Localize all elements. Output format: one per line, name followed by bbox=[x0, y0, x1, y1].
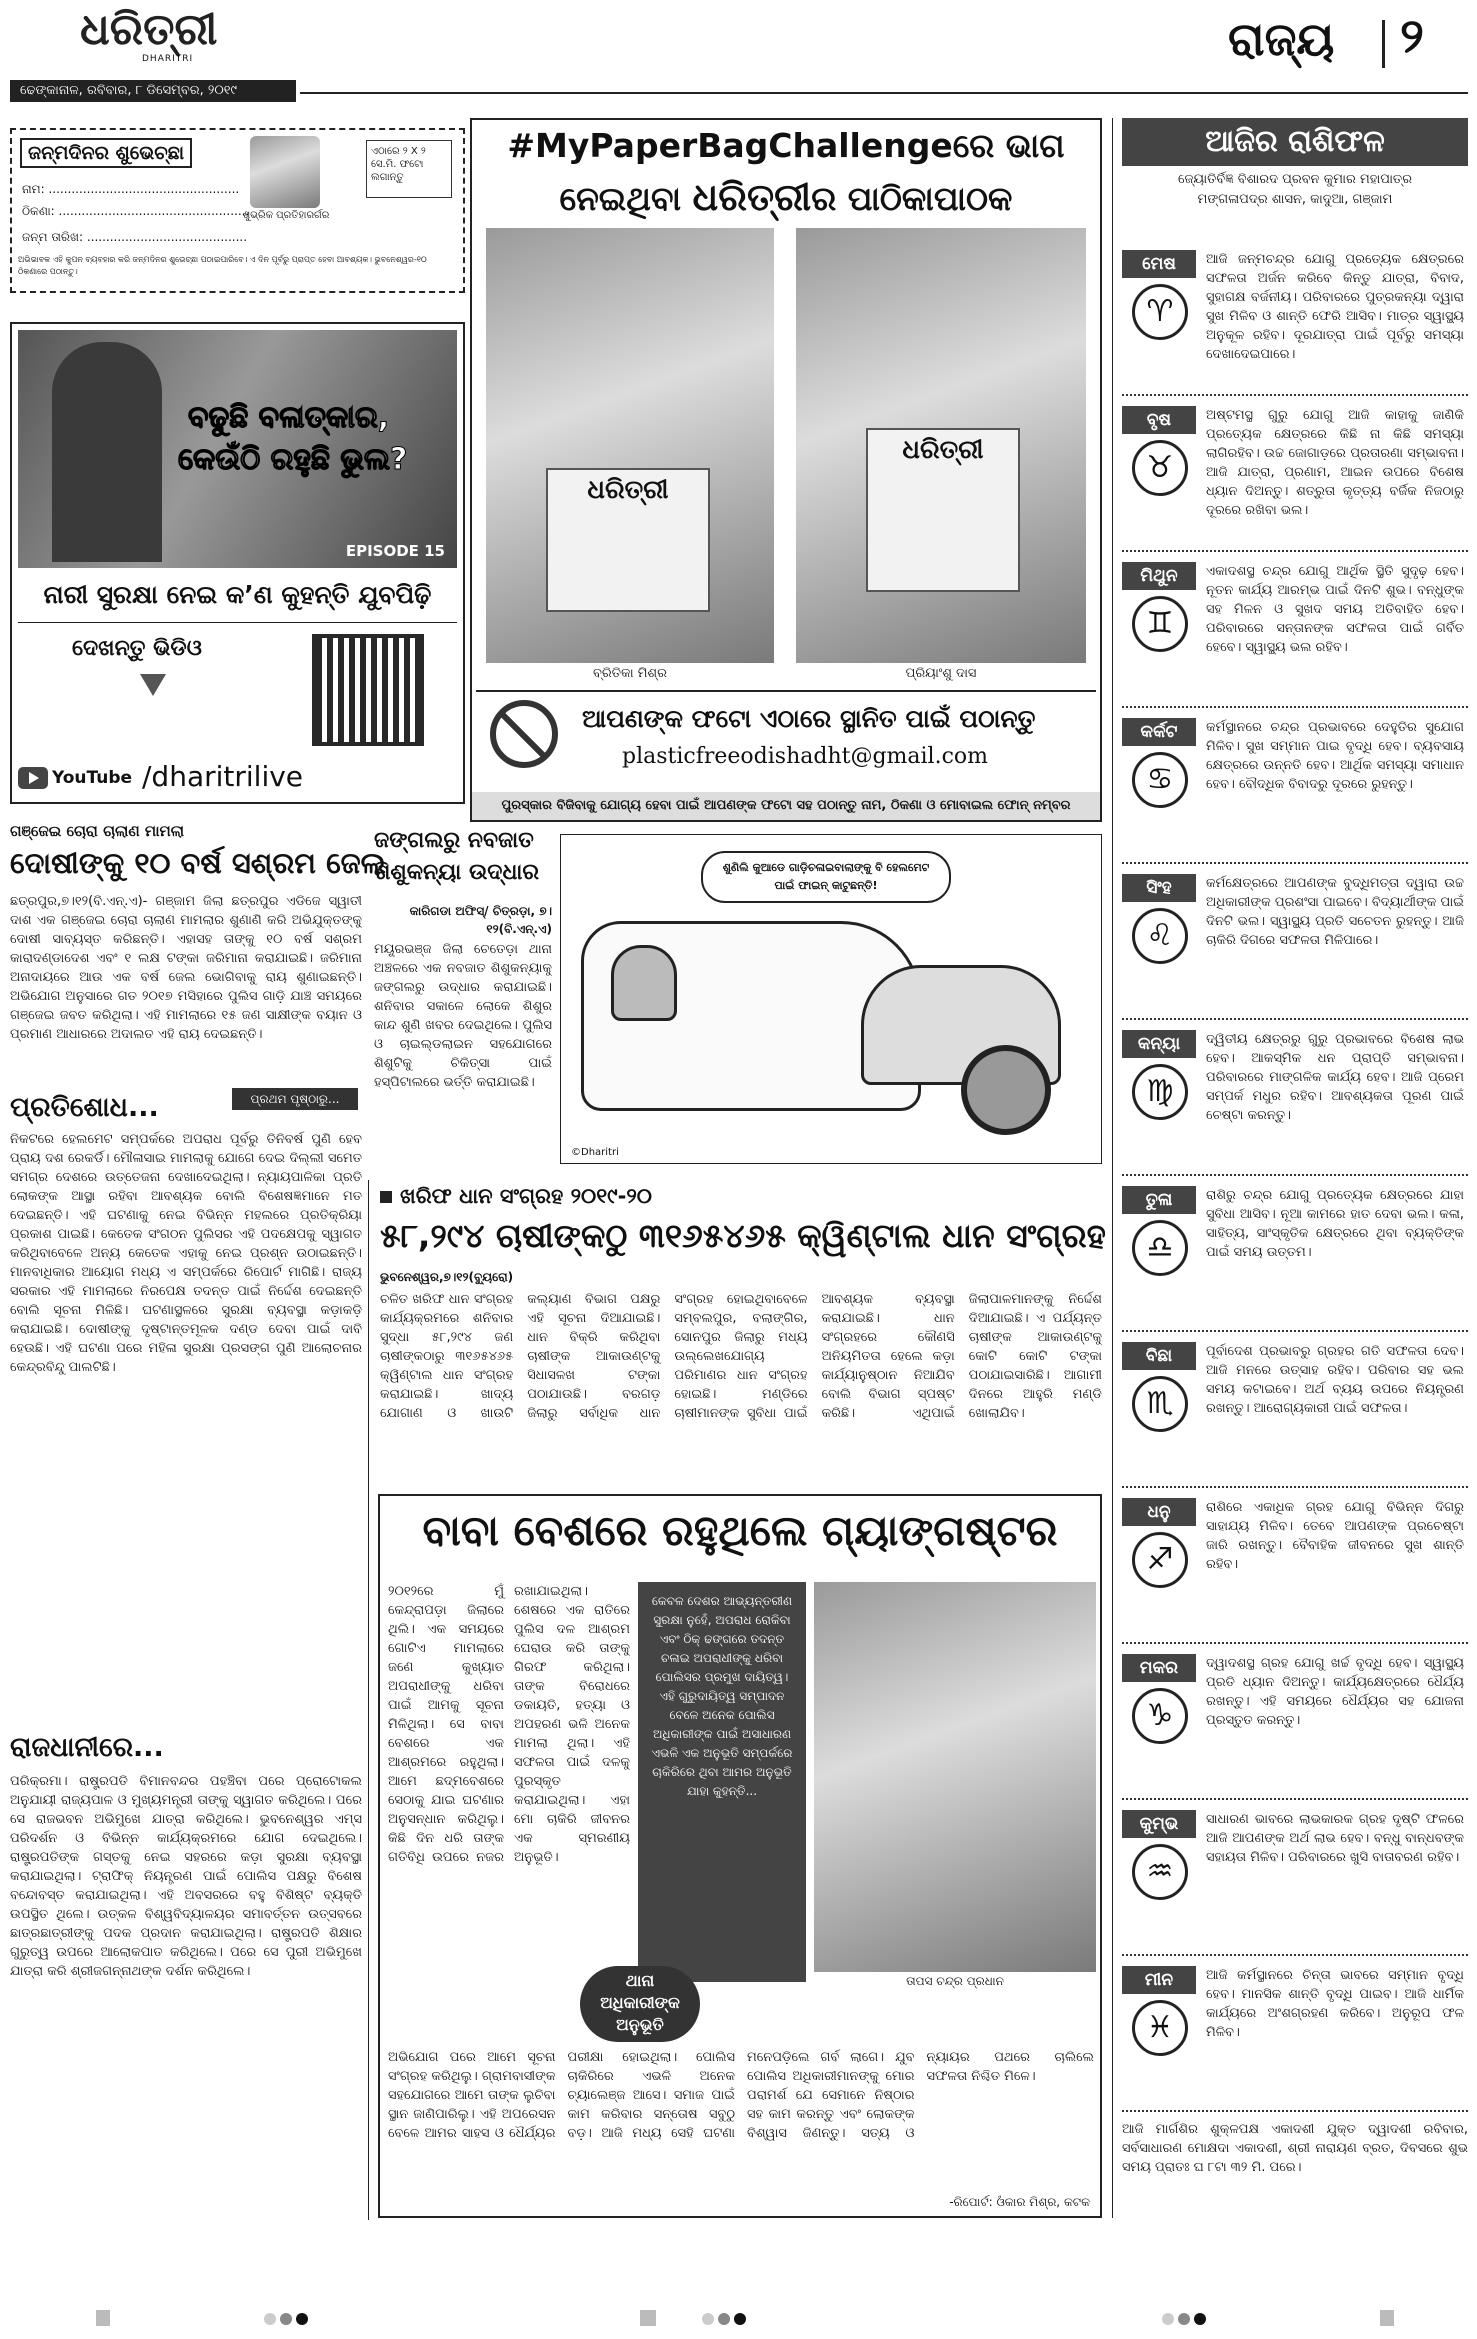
gangster-body-left: ୨୦୧୨ରେ ମୁଁ କେନ୍ଦ୍ରାପଡ଼ା ଜିଲାରେ ଥିଲି। ଏକ ସମୟରେ ଗୋଟିଏ ମାମଲାରେ ଜଣେ କୁଖ୍ୟାତ ଅପରାଧୀଙ୍କୁ ଧରିବା ପାଇଁ ଆମକୁ ସୂଚନା ମିଳିଥିଲା। ସେ ବାବା ବେଶରେ ଏକ ଆଶ୍ରମରେ ରହୁଥିଲା। ଆମେ ଛଦ୍ମବେଶରେ ସେଠାକୁ ଯାଇ ଘଟଣାର ଅନୁସନ୍ଧାନ କରିଥିଲୁ। କିଛି ଦିନ ଧରି ତାଙ୍କ ଗତିବିଧି ଉପରେ ନଜର ରଖାଯାଇଥିଲା। ଶେଷରେ ଏକ ରାତିରେ ପୁଲିସ ଦଳ ଆଶ୍ରମ ଘେରାଉ କରି ତାଙ୍କୁ ଗିରଫ କରିଥିଲା। ତାଙ୍କ ବିରୋଧରେ ଡକାୟତି, ହତ୍ୟା ଓ ଅପହରଣ ଭଳି ଅନେକ ମାମଲା ଥିଲା। ଏହି ସଫଳତା ପାଇଁ ଦଳକୁ ପୁରସ୍କୃତ କରାଯାଇଥିଲା। ଏହା ମୋ ଚାକିରି ଜୀବନର ଏକ ସ୍ମରଣୀୟ ଅନୁଭୂତି। bbox=[388, 1584, 630, 1865]
newspaper-logo: ଧରିତ୍ରୀ bbox=[80, 4, 218, 55]
sign-name: ବିଛା bbox=[1122, 1342, 1196, 1370]
horoscope-sign-row bbox=[1122, 246, 1468, 396]
badge-line-3: ଅନୁଭୂତି bbox=[616, 2015, 664, 2034]
rajdhani-body: ପରିକ୍ରମା। ରାଷ୍ଟ୍ରପତି ବିମାନବନ୍ଦର ପହଞ୍ଚିବା ପରେ ପ୍ରୋଟୋକଲ ଅନୁଯାୟୀ ରାଜ୍ୟପାଳ ଓ ମୁଖ୍ୟମନ୍ତ୍ରୀ ତାଙ୍କୁ ସ୍ୱାଗତ କରିଥିଲେ। ପରେ ସେ ରାଜଭବନ ଅଭିମୁଖେ ଯାତ୍ରା କରିଥିଲେ। ଭୁବନେଶ୍ୱର ଏମ୍ସ ପରିଦର୍ଶନ ଓ ବିଭିନ୍ନ କାର୍ଯ୍ୟକ୍ରମରେ ଯୋଗ ଦେଇଥିଲେ। ରାଷ୍ଟ୍ରପତିଙ୍କ ଗସ୍ତକୁ ନେଇ ସହରରେ କଡ଼ା ସୁରକ୍ଷା ବ୍ୟବସ୍ଥା କରାଯାଇଥିଲା। ଟ୍ରାଫିକ୍ ନିୟନ୍ତ୍ରଣ ପାଇଁ ପୋଲିସ ପକ୍ଷରୁ ବିଶେଷ ବନ୍ଦୋବସ୍ତ କରାଯାଇଥିଲା। ଏହି ଅବସରରେ ବହୁ ବିଶିଷ୍ଟ ବ୍ୟକ୍ତି ଉପସ୍ଥିତ ଥିଲେ। ଉତ୍କଳ ବିଶ୍ୱବିଦ୍ୟାଳୟର ସମାବର୍ତ୍ତନ ଉତ୍ସବରେ ଛାତ୍ରଛାତ୍ରୀଙ୍କୁ ପଦକ ପ୍ରଦାନ କରାଯାଇଥିଲା। ରାଷ୍ଟ୍ରପତି ଶିକ୍ଷାର ଗୁରୁତ୍ୱ ଉପରେ ଆଲୋକପାତ କରିଥିଲେ। ପରେ ସେ ପୁରୀ ଅଭିମୁଖେ ଯାତ୍ରା କରି ଶ୍ରୀଜଗନ୍ନାଥଙ୍କ ଦର୍ଶନ କରିଥିଲେ। bbox=[10, 1774, 362, 1979]
registration-mark-left bbox=[96, 2310, 110, 2326]
sign-text: ଅଷ୍ଟମସ୍ଥ ଗୁରୁ ଯୋଗୁ ଆଜି କାହାକୁ ଜାଣିକି ପ୍ରତ୍ୟେକ କ୍ଷେତ୍ରରେ କିଛି ନା କିଛି ସମସ୍ୟା ଲାଗିରହିବ। ଉଚ୍ଚ ଜୋଗାଡ଼ରେ ପ୍ରତାରଣା ସମ୍ଭାବନା। ଆଜି ଯାତ୍ରା, ପ୍ରଣାମ, ଆଇନ ଉପରେ ବିଶେଷ ଧ୍ୟାନ ଦିଅନ୍ତୁ। ଶତ୍ରୁତା କୃତ୍ତ୍ୟ ବର୍ଜିକ ନିଜଠାରୁ ଦୂରରେ ରଖିବା ଭଲ। bbox=[1206, 408, 1464, 518]
birthday-coupon bbox=[10, 128, 465, 293]
video-divider bbox=[18, 622, 457, 623]
almanac-text: ଆଜି ମାର୍ଗଶିର ଶୁକ୍ଳପକ୍ଷ ଏକାଦଶୀ ଯୁକ୍ତ ଦ୍ୱାଦଶୀ ରବିବାର, ସର୍ବସାଧାରଣ ମୋକ୍ଷଦା ଏକାଦଶୀ, ଶ୍ରୀ ନାରାୟଣ ବ୍ରତ, ଦିବସରେ ଶୁଭ ସମୟ ପ୍ରାତଃ ଘ ୮ଟା ୩୨ ମି. ପରେ। bbox=[1122, 2122, 1468, 2175]
kharif-headline: ୫୮,୨୯୪ ଚାଷୀଙ୍କଠୁ ୩୧୬୫୪୬୫ କ୍ୱିଣ୍ଟାଲ ଧାନ ସଂଗ୍ରହ bbox=[380, 1216, 1106, 1255]
kharif-body: ଚଳିତ ଖରିଫ ଧାନ ସଂଗ୍ରହ କାର୍ଯ୍ୟକ୍ରମରେ ଶନିବାର ସୁଦ୍ଧା ୫୮,୨୯୪ ଜଣ ଚାଷୀଙ୍କଠାରୁ ୩୧୬୫୪୬୫ କ୍ୱିଣ୍ଟାଲ ଧାନ ସଂଗ୍ରହ କରାଯାଇଛି। ଖାଦ୍ୟ ଯୋଗାଣ ଓ ଖାଉଟି କଲ୍ୟାଣ ବିଭାଗ ପକ୍ଷରୁ ଏହି ସୂଚନା ଦିଆଯାଇଛି। ଧାନ ବିକ୍ରି କରିଥିବା ଚାଷୀଙ୍କ ଆକାଉଣ୍ଟକୁ ସିଧାସଳଖ ଟଙ୍କା ପଠାଯାଉଛି। ବରଗଡ଼ ଜିଲାରୁ ସର୍ବାଧିକ ଧାନ ସଂଗ୍ରହ ହୋଇଥିବାବେଳେ ସମ୍ବଲପୁର, ବଲାଙ୍ଗିର, ସୋନପୁର ଜିଲାରୁ ମଧ୍ୟ ଉଲ୍ଲେଖଯୋଗ୍ୟ ପରିମାଣର ଧାନ ସଂଗ୍ରହ ହୋଇଛି। ମଣ୍ଡିରେ ଚାଷୀମାନଙ୍କ ସୁବିଧା ପାଇଁ ଆବଶ୍ୟକ ବ୍ୟବସ୍ଥା କରାଯାଇଛି। ଧାନ ସଂଗ୍ରହରେ କୌଣସି ଅନିୟମିତତା ହେଲେ କଡ଼ା କାର୍ଯ୍ୟାନୁଷ୍ଠାନ ନିଆଯିବ ବୋଲି ବିଭାଗ ସ୍ପଷ୍ଟ କରିଛି। ଏଥିପାଇଁ ଜିଲାପାଳମାନଙ୍କୁ ନିର୍ଦ୍ଦେଶ ଦିଆଯାଇଛି। ଏ ପର୍ଯ୍ୟନ୍ତ ଚାଷୀଙ୍କ ଆକାଉଣ୍ଟକୁ କୋଟି କୋଟି ଟଙ୍କା ପଠାଯାଇସାରିଛି। ଆଗାମୀ ଦିନରେ ଆହୁରି ମଣ୍ଡି ଖୋଲାଯିବ। bbox=[380, 1292, 1102, 1421]
infant-headline-1: ଜଙ୍ଗଲରୁ ନବଜାତ bbox=[374, 828, 534, 853]
girl-bag: ଧରିତ୍ରୀ bbox=[546, 468, 710, 612]
zodiac-icon: ♏ bbox=[1132, 1376, 1188, 1432]
sign-text: ଏକାଦଶସ୍ଥ ଚନ୍ଦ୍ର ଯୋଗୁ ଆର୍ଥିକ ସ୍ଥିତି ସୁଦୃଢ଼ ହେବ। ନୂତନ କାର୍ଯ୍ୟ ଆରମ୍ଭ ପାଇଁ ଦିନଟି ଶୁଭ। ବନ୍ଧୁଙ୍କ ସହ ମିଳନ ଓ ସୁଖଦ ସମୟ ଅତିବାହିତ ହେବ। ପରିବାରରେ ସନ୍ତାନଙ୍କ ସଫଳତା ପାଇଁ ଗର୍ବିତ ହେବେ। ସ୍ୱାସ୍ଥ୍ୟ ଭଲ ରହିବ। bbox=[1206, 564, 1464, 655]
sign-name: ମେଷ bbox=[1122, 250, 1196, 278]
section-title: ରାଜ୍ୟ bbox=[1228, 12, 1335, 66]
play-icon bbox=[18, 767, 48, 789]
challenge-email[interactable]: plasticfreeodishadht@gmail.com bbox=[622, 744, 989, 769]
paper-bag-challenge bbox=[470, 118, 1102, 822]
challenge-title-logo: ଧରିତ୍ରୀ bbox=[692, 174, 812, 219]
cartoon-credit: ©Dharitri bbox=[571, 1147, 619, 1158]
pratishodha-headline: ପ୍ରତିଶୋଧ... bbox=[10, 1092, 159, 1123]
horoscope-sign-row bbox=[1122, 1650, 1468, 1800]
zodiac-icon: ♍ bbox=[1132, 1064, 1188, 1120]
sign-text: ରାଶିରେ ଏକାଧିକ ଗ୍ରହ ଯୋଗୁ ବିଭିନ୍ନ ଦିଗରୁ ସାହାଯ୍ୟ ମିଳିବ। ତେବେ ଆପଣଙ୍କ ପ୍ରଚେଷ୍ଟା ଜାରି ରଖନ୍ତୁ। ବୈବାହିକ ଜୀବନରେ ସୁଖ ଶାନ୍ତି ରହିବ। bbox=[1206, 1500, 1464, 1572]
registration-dots-center bbox=[700, 2310, 748, 2329]
horoscope-sign-row bbox=[1122, 1182, 1468, 1332]
registration-dots-left bbox=[262, 2310, 310, 2329]
badge-line-2: ଅଧିକାରୀଙ୍କ bbox=[600, 1993, 680, 2012]
sign-text: ଦ୍ୱାଦଶସ୍ଥ ଗ୍ରହ ଯୋଗୁ ଖର୍ଚ୍ଚ ବୃଦ୍ଧି ହେବ। ସ୍ୱାସ୍ଥ୍ୟ ପ୍ରତି ଧ୍ୟାନ ଦିଅନ୍ତୁ। କାର୍ଯ୍ୟକ୍ଷେତ୍ରରେ ଧୈର୍ଯ୍ୟ ରଖନ୍ତୁ। ଏହି ସମୟରେ ଧୈର୍ଯ୍ୟର ସହ ଯୋଜନା ପ୍ରସ୍ତୁତ କରନ୍ତୁ। bbox=[1206, 1656, 1464, 1728]
dateline-bar: ଢେଙ୍କାନାଳ, ରବିବାର, ୮ ଡିସେମ୍ବର, ୨୦୧୯ bbox=[10, 80, 296, 102]
horoscope-sign-row bbox=[1122, 1806, 1468, 1956]
boy-photo bbox=[796, 228, 1086, 663]
horoscope-sign-row bbox=[1122, 714, 1468, 864]
horoscope-sign-row bbox=[1122, 402, 1468, 552]
gangster-byline: -ରିପୋର୍ଟ: ଓଁକାର ମିଶ୍ର, କଟକ bbox=[949, 2195, 1090, 2209]
no-plastic-icon bbox=[490, 700, 558, 768]
photo-slot: ଏଠାରେ ୨ X ୨ ସେ.ମି. ଫଟୋ ଲଗାନ୍ତୁ bbox=[366, 140, 452, 198]
registration-dots-right bbox=[1160, 2310, 1208, 2329]
zodiac-icon: ♓ bbox=[1132, 2000, 1188, 2056]
zodiac-icon: ♉ bbox=[1132, 440, 1188, 496]
rajdhani-headline: ରାଜଧାନୀରେ... bbox=[10, 1732, 164, 1763]
horoscope-sign-row bbox=[1122, 558, 1468, 708]
baby-photo-caption: ଶୁଭ୍ରିକ ପ୍ରତିହାରର୍ଗର bbox=[242, 210, 330, 221]
horoscope-author-2: ମଙ୍ଗଳାପଦ୍ର ଶାସନ, କାଦୁଆ, ଗଞ୍ଜାମ bbox=[1197, 192, 1393, 207]
horoscope-author-1: ଜ୍ୟୋତିର୍ବିଜ୍ଞ ବିଶାରଦ ପ୍ରବନ କୁମାର ମହାପାତ୍ର bbox=[1177, 172, 1413, 187]
girl-photo bbox=[486, 228, 774, 663]
zodiac-icon: ♑ bbox=[1132, 1688, 1188, 1744]
gangster-quote-box: କେବଳ ଦେଶର ଆଭ୍ୟନ୍ତରୀଣ ସୁରକ୍ଷା ନୁହେଁ, ଅପରାଧ ରୋକିବା ଏବଂ ଠିକ୍ ଢଙ୍ଗରେ ତଦନ୍ତ ଚଳାଇ ଅପରାଧୀଙ୍କୁ ଧରିବା ପୋଲିସର ପ୍ରମୁଖ ଦାୟିତ୍ୱ। ଏହି ଗୁରୁଦାୟିତ୍ୱ ସମ୍ପାଦନ ବେଳେ ଅନେକ ପୋଲିସ ଅଧିକାରୀଙ୍କ ପାଇଁ ଅସାଧାରଣ ଏଭଳି ଏକ ଅନୁଭୂତି ସମ୍ପର୍କରେ ଚାକିରିରେ ଥିବା ଆମର ଅନୁଭୂତି ଯାହା କୁହନ୍ତି... bbox=[638, 1582, 806, 1982]
challenge-title-2 bbox=[472, 174, 1100, 220]
gangster-headline: ବାବା ବେଶରେ ରହୁଥିଲେ ଗ୍ୟାଙ୍ଗଷ୍ଟର bbox=[422, 1506, 1058, 1555]
boy-caption: ପ୍ରିୟାଂଶୁ ଦାସ bbox=[905, 666, 977, 681]
video-title-1: ବଢୁଛି ବଳାତ୍କାର, bbox=[188, 400, 390, 435]
horoscope-sign-row bbox=[1122, 1338, 1468, 1488]
zodiac-icon: ♊ bbox=[1132, 596, 1188, 652]
video-ad bbox=[10, 322, 465, 804]
reporter-photo bbox=[52, 342, 162, 562]
sign-text: ପୂର୍ବାଦେଶ ପ୍ରଭାବରୁ ଗ୍ରହର ଗତି ସଫଳତା ଦେବ। ଆଜି ମନରେ ଉତ୍ସାହ ରହିବ। ପରିବାର ସହ ଭଲ ସମୟ କଟାଇବେ। ଅର୍ଥ ବ୍ୟୟ ଉପରେ ନିୟନ୍ତ୍ରଣ ରଖନ୍ତୁ। ଆରୋଗ୍ୟକାରୀ ପାଇଁ ସଫଳତା। bbox=[1206, 1344, 1464, 1416]
continued-from-front-tag: ପ୍ରଥମ ପୃଷ୍ଠାରୁ... bbox=[232, 1088, 358, 1110]
youtube-label: YouTube bbox=[52, 768, 133, 788]
arrow-down-icon bbox=[140, 674, 166, 696]
sign-name: ସିଂହ bbox=[1122, 874, 1196, 902]
sign-name: କନ୍ୟା bbox=[1122, 1030, 1196, 1058]
badge-line-1: ଥାନା bbox=[625, 1971, 655, 1990]
sign-text: ଆଜି କର୍ମସ୍ଥାନରେ ଚିନ୍ତା ଭାବରେ ସମ୍ମାନ ବୃଦ୍ଧି ହେବ। ମାନସିକ ଶାନ୍ତି ବୃଦ୍ଧି ପାଇବ। ଆଜି ଧାର୍ମିକ କାର୍ଯ୍ୟରେ ଅଂଶଗ୍ରହଣ କରିବେ। ଅନୁରୂପ ଫଳ ମିଳିବ। bbox=[1206, 1968, 1464, 2040]
sign-text: ରାଶିରୁ ଚନ୍ଦ୍ର ଯୋଗୁ ପ୍ରତ୍ୟେକ କ୍ଷେତ୍ରରେ ଯାହା ସୁବିଧା ଆସିବ। ନୂଆ କାମରେ ହାତ ଦେବା ଭଲ। କଳା, ସାହିତ୍ୟ, ସାଂସ୍କୃତିକ କ୍ଷେତ୍ରରେ ଥିବା ବ୍ୟକ୍ତିଙ୍କ ପାଇଁ ସମୟ ଉତ୍ତମ। bbox=[1206, 1188, 1464, 1260]
challenge-footer: ପୁରସ୍କାର ବିଜିବାକୁ ଯୋଗ୍ୟ ହେବା ପାଇଁ ଆପଣଙ୍କ ଫଟୋ ସହ ପଠାନ୍ତୁ ନାମ, ଠିକଣା ଓ ମୋବାଇଲ ଫୋନ୍ ନମ୍ବର bbox=[472, 792, 1100, 820]
birthday-dob-field[interactable]: ଜନ୍ମ ତାରିଖ: .......................................... bbox=[22, 230, 248, 244]
registration-mark-center bbox=[640, 2310, 656, 2326]
kharif-dateline: ଭୁବନେଶ୍ୱର,୭।୧୨(ବ୍ୟୁରୋ) bbox=[380, 1270, 514, 1284]
sign-text: କର୍ମକ୍ଷେତ୍ରରେ ଆପଣଙ୍କ ବୁଦ୍ଧିମତ୍ତା ଦ୍ୱାରା ଉଚ୍ଚ ଅଧିକାରୀଙ୍କ ପ୍ରଶଂସା ପାଇବେ। ବିଦ୍ୟାର୍ଥୀଙ୍କ ପାଇଁ ଦିନଟି ଭଲ। ସ୍ୱାସ୍ଥ୍ୟ ପ୍ରତି ସଚେତନ ରୁହନ୍ତୁ। ଆଜି ଚାକିରି ଦିଗରେ ସଫଳତା ମିଳିପାରେ। bbox=[1206, 876, 1464, 948]
ganjam-headline: ଦୋଷୀଙ୍କୁ ୧୦ ବର୍ଷ ସଶ୍ରମ ଜେଲ bbox=[10, 846, 386, 880]
sign-name: ବୃଷ bbox=[1122, 406, 1196, 434]
footer-bar bbox=[0, 2300, 1477, 2339]
column-divider-right bbox=[1112, 118, 1113, 2218]
cartoon-driver bbox=[611, 945, 677, 1021]
zodiac-icon: ♋ bbox=[1132, 752, 1188, 808]
section-divider bbox=[1382, 20, 1385, 68]
girl-caption: ବ୍ରିତିକା ମିଶ୍ର bbox=[593, 666, 667, 681]
challenge-title-pre: ନେଇଥିବା bbox=[559, 179, 681, 218]
horoscope-sign-row bbox=[1122, 1494, 1468, 1644]
zodiac-icon: ♐ bbox=[1132, 1532, 1188, 1588]
youtube-logo[interactable] bbox=[18, 764, 132, 792]
birthday-title: ଜନ୍ମଦିନର ଶୁଭେଚ୍ଛା bbox=[20, 138, 192, 168]
column-divider-left bbox=[368, 1180, 369, 2220]
masthead-rule bbox=[300, 92, 1468, 94]
newspaper-logo-sub: DHARITRI bbox=[142, 54, 194, 64]
sign-name: ତୁଳା bbox=[1122, 1186, 1196, 1214]
sign-text: କର୍ମସ୍ଥାନରେ ଚନ୍ଦ୍ର ପ୍ରଭାବରେ ଦେହୁତିର ସୁଯୋଗ ମିଳିବ। ସୁଖ ସମ୍ମାନ ପାଇ ବୃଦ୍ଧି ହେବ। ବ୍ୟବସାୟ କ୍ଷେତ୍ରରେ ଉନ୍ନତି ହେବ। ଆର୍ଥିକ ସମସ୍ୟା ସମାଧାନ ହେବ। ବୌଦ୍ଧିକ ବିବାଦରୁ ଦୂରରେ ରୁହନ୍ତୁ। bbox=[1206, 720, 1464, 792]
zodiac-icon: ♌ bbox=[1132, 908, 1188, 964]
birthday-name-field[interactable]: ନାମ: .................................................. bbox=[22, 182, 240, 196]
youtube-channel[interactable]: /dharitrilive bbox=[142, 760, 304, 793]
gangster-body-bottom: ଅଭିଯୋଗ ପରେ ଆମେ ସୂଚନା ସଂଗ୍ରହ କରିଥିଲୁ। ଗ୍ରାମବାସୀଙ୍କ ସହଯୋଗରେ ଆମେ ତାଙ୍କ ଲୁଚିବା ସ୍ଥାନ ଜାଣିପାରିଲୁ। ଏହି ଅପରେସନ ବେଳେ ଆମର ସାହସ ଓ ଧୈର୍ଯ୍ୟର ପରୀକ୍ଷା ହୋଇଥିଲା। ପୋଲିସ ଚାକିରିରେ ଏଭଳି ଅନେକ ଚ୍ୟାଲେଞ୍ଜ ଆସେ। ସମାଜ ପାଇଁ କାମ କରିବାର ସନ୍ତୋଷ ସବୁଠୁ ବଡ଼। ଆଜି ମଧ୍ୟ ସେହି ଘଟଣା ମନେପଡ଼ିଲେ ଗର୍ବ ଲାଗେ। ଯୁବ ପୋଲିସ ଅଧିକାରୀମାନଙ୍କୁ ମୋର ପରାମର୍ଶ ଯେ ସେମାନେ ନିଷ୍ଠାର ସହ କାମ କରନ୍ତୁ ଏବଂ ଲୋକଙ୍କ ବିଶ୍ୱାସ ଜିଣନ୍ତୁ। ସତ୍ୟ ଓ ନ୍ୟାୟର ପଥରେ ଚାଲିଲେ ସଫଳତା ନିଶ୍ଚିତ ମିଳେ। bbox=[388, 2050, 1094, 2141]
page-number: ୨ bbox=[1400, 8, 1424, 64]
video-thumbnail[interactable] bbox=[18, 330, 457, 568]
sign-text: ଆଜି ଜନ୍ମଚନ୍ଦ୍ର ଯୋଗୁ ପ୍ରତ୍ୟେକ କ୍ଷେତ୍ରରେ ସଫଳତା ଅର୍ଜନ କରିବେ କିନ୍ତୁ ଯାତ୍ରା, ବିବାଦ, ସୁହାଗକ୍ଷ ବର୍ଜନୀୟ। ପରିବାରରେ ପୁତ୍ରକନ୍ୟା ଦ୍ୱାରା ସୁଖ ମିଳିବ ଓ ଶାନ୍ତି ଫେରି ଆସିବ। ମାତ୍ର ସ୍ୱାସ୍ଥ୍ୟ ଅନୁକୂଳ ରହିବ। ଦୂରଯାତ୍ରା ପାଇଁ ପୂର୍ବରୁ ସମସ୍ୟା ଦେଖାଦେଇପାରେ। bbox=[1206, 252, 1464, 362]
challenge-divider bbox=[476, 690, 1096, 692]
zodiac-icon: ♈ bbox=[1132, 284, 1188, 340]
masthead bbox=[0, 0, 1477, 98]
ganjam-kicker: ଗଞ୍ଜେଇ ଚୋରା ଚାଲାଣ ମାମଲା bbox=[10, 822, 185, 840]
cartoon-speech-bubble: ଶୁଣିଲି କୁଆଡେ ଗାଡ଼ିଚଳାଇବାଲାଙ୍କୁ ବି ହେଲମେଟ ପାଇଁ ଫାଇନ୍ କାଟୁଛନ୍ତି! bbox=[701, 851, 951, 903]
sign-name: ମିଥୁନ bbox=[1122, 562, 1196, 590]
watch-video-label[interactable]: ଦେଖନ୍ତୁ ଭିଡିଓ bbox=[72, 636, 202, 661]
baby-photo bbox=[250, 136, 320, 208]
challenge-title-1: #MyPaperBagChallengeରେ ଭାଗ bbox=[507, 126, 1065, 165]
horoscope-sign-row bbox=[1122, 1026, 1468, 1176]
cartoon-wheel bbox=[961, 1045, 1051, 1135]
zodiac-icon: ♎ bbox=[1132, 1220, 1188, 1276]
sign-name: ମୀନ bbox=[1122, 1966, 1196, 1994]
sign-name: କୁମ୍ଭ bbox=[1122, 1810, 1196, 1838]
officer-experience-badge bbox=[580, 1966, 700, 2042]
sign-name: ଧନୁ bbox=[1122, 1498, 1196, 1526]
square-bullet-icon bbox=[380, 1191, 392, 1203]
registration-mark-right bbox=[1380, 2310, 1394, 2326]
birthday-address-field[interactable]: ଠିକଣା: .................................................. bbox=[22, 204, 250, 218]
kharif-kicker-text: ଖରିଫ ଧାନ ସଂଗ୍ରହ ୨୦୧୯-୨୦ bbox=[400, 1184, 652, 1208]
boy-bag: ଧରିତ୍ରୀ bbox=[866, 428, 1020, 592]
ganjam-body: ଛତ୍ରପୁର,୭।୧୨(ବି.ଏନ୍.ଏ)- ଗଞ୍ଜାମ ଜିଲା ଛତ୍ରପୁର ଏଡିଜେ ସ୍ୱାତୀ ଦାଶ ଏକ ଗଞ୍ଜେଇ ଚୋରା ଚାଲାଣ ମାମଲାର ଶୁଣାଣି କରି ଅଭିଯୁକ୍ତଙ୍କୁ ଦୋଷୀ ସାବ୍ୟସ୍ତ କରିଛନ୍ତି। ଏହାସହ ତାଙ୍କୁ ୧୦ ବର୍ଷ ସଶ୍ରମ କାରାଦଣ୍ଡାଦେଶ ଏବଂ ୧ ଲକ୍ଷ ଟଙ୍କା ଜରିମାନା କରାଯାଇଛି। ଜରିମାନା ଅନାଦାୟରେ ଆଉ ଏକ ବର୍ଷ ଜେଲ ଭୋଗିବାକୁ ରାୟ ଶୁଣାଇଛନ୍ତି। ଅଭିଯୋଗ ଅନୁସାରେ ଗତ ୨୦୧୭ ମସିହାରେ ପୁଲିସ ଗାଡ଼ି ଯାଞ୍ଚ ସମୟରେ ଗଞ୍ଜେଇ ଜବତ କରିଥିଲା। ଏହି ମାମଲାରେ ୧୫ ଜଣ ସାକ୍ଷୀଙ୍କ ବୟାନ ଓ ପ୍ରମାଣ ଆଧାରରେ ଅଦାଲତ ଏହି ରାୟ ଦେଇଛନ୍ତି। bbox=[10, 894, 362, 1042]
cartoon-panel bbox=[560, 834, 1102, 1164]
qr-code[interactable] bbox=[312, 634, 424, 746]
horoscope-sign-row bbox=[1122, 870, 1468, 1020]
video-subtitle: ନାରୀ ସୁରକ୍ଷା ନେଇ କ’ଣ କୁହନ୍ତି ଯୁବପିଢ଼ି bbox=[43, 580, 432, 609]
infant-body: ମୟୂରଭଞ୍ଜ ଜିଲା ଚେତେଡ଼ା ଥାନା ଅଞ୍ଚଳରେ ଏକ ନବଜାତ ଶିଶୁକନ୍ୟାକୁ ଜଙ୍ଗଲରୁ ଉଦ୍ଧାର କରାଯାଇଛି। ଶନିବାର ସକାଳେ ଲୋକେ ଶିଶୁର କାନ୍ଦ ଶୁଣି ଖବର ଦେଇଥିଲେ। ପୁଲିସ ଓ ଚାଇଲ୍ଡଲାଇନ ସହଯୋଗରେ ଶିଶୁଟିକୁ ଚିକିତ୍ସା ପାଇଁ ହସ୍ପିଟାଲରେ ଭର୍ତ୍ତି କରାଯାଇଛି। bbox=[374, 942, 552, 1090]
challenge-title-post: ର ପାଠିକାପାଠକ bbox=[811, 179, 1013, 218]
horoscope-title: ଆଜିର ରାଶିଫଳ bbox=[1122, 118, 1468, 166]
officer-caption: ତାପସ ଚନ୍ଦ୍ର ପ୍ରଧାନ bbox=[906, 1974, 1004, 1988]
episode-label: EPISODE 15 bbox=[345, 542, 445, 560]
horoscope-sign-row bbox=[1122, 1962, 1468, 2112]
sign-name: ମକର bbox=[1122, 1654, 1196, 1682]
sign-text: ସାଧାରଣ ଭାବରେ ଲାଭକାରକ ଗ୍ରହ ଦୃଷ୍ଟି ଫଳରେ ଆଜି ଆପଣଙ୍କ ଅର୍ଥ ଲାଭ ହେବ। ବନ୍ଧୁ ବାନ୍ଧବଙ୍କ ସହାୟତା ମିଳିବ। ପରିବାରରେ ଖୁସି ବାତାବରଣ ରହିବ। bbox=[1206, 1812, 1464, 1865]
sign-name: କର୍କଟ bbox=[1122, 718, 1196, 746]
gangster-story bbox=[378, 1494, 1102, 2218]
officer-portrait bbox=[814, 1582, 1096, 1972]
infant-headline-2: ଶିଶୁକନ୍ୟା ଉଦ୍ଧାର bbox=[374, 860, 540, 885]
zodiac-icon: ♒ bbox=[1132, 1844, 1188, 1900]
kharif-kicker bbox=[380, 1184, 652, 1209]
send-photo-text: ଆପଣଙ୍କ ଫଟୋ ଏଠାରେ ସ୍ଥାନିତ ପାଇଁ ପଠାନ୍ତୁ bbox=[582, 704, 1036, 733]
sign-text: ଦ୍ୱିତୀୟ କ୍ଷେତ୍ରରୁ ଗୁରୁ ପ୍ରଭାବରେ ବିଶେଷ ଲାଭ ହେବ। ଆକସ୍ମିକ ଧନ ପ୍ରାପ୍ତି ସମ୍ଭାବନା। ପରିବାରରେ ମାଙ୍ଗଳିକ କାର୍ଯ୍ୟ ହେବ। ଆଜି ପ୍ରେମ ସମ୍ପର୍କ ମଧୁର ରହିବ। ଆବଶ୍ୟକତା ପୂରଣ ପାଇଁ ଚେଷ୍ଟା କରନ୍ତୁ। bbox=[1206, 1032, 1464, 1123]
infant-dateline: କାରିଗଡା ଅଫିସ୍/ ଚିତ୍ରଡ଼ା, ୭।୧୨(ବି.ଏନ୍.ଏ) bbox=[409, 904, 552, 936]
birthday-note: ଅଭିଭାବକ ଏହି କୁପନ ବ୍ୟବହାର କରି ଜନ୍ମଦିନର ଶୁଭେଚ୍ଛା ପଠାଇପାରିବେ। ଏ ଦିନ ପୂର୍ବରୁ ପ୍ରାପ୍ତ ହେବା ଆବଶ୍ୟକ। ଭୁବନେଶ୍ୱର-୧୦ ଠିକଣାରେ ପଠାନ୍ତୁ। bbox=[18, 255, 427, 276]
video-title-2: କେଉଁଠି ରହୁଛି ଭୁଲ? bbox=[178, 442, 408, 477]
pratishodha-body: ନିକଟରେ ହେଲମେଟ ସମ୍ପର୍କରେ ଅପରାଧ ପୂର୍ବରୁ ତିନିବର୍ଷ ପୁଣି ହେବ ପ୍ରାୟ ଦଶ ରେକର୍ଡି। ମୌଳାସାଇ ମାମଲାକୁ ଯୋଗେ ଦେଇ ଦିଲ୍ଲୀ ସମେତ ସମଗ୍ର ଦେଶରେ ଉତ୍ତେଜନା ଦେଖାଦେଇଥିଲା। ନ୍ୟାୟପାଳିକା ପ୍ରତି ଲୋକଙ୍କ ଆସ୍ଥା ରହିବା ଆବଶ୍ୟକ ବୋଲି ବିଶେଷଜ୍ଞମାନେ ମତ ଦେଇଛନ୍ତି। ଏହି ଘଟଣାକୁ ନେଇ ବିଭିନ୍ନ ମହଲରେ ପ୍ରତିକ୍ରିୟା ପ୍ରକାଶ ପାଇଛି। କେତେକ ସଂଗଠନ ପୁଲିସର ଏହି ପଦକ୍ଷେପକୁ ସ୍ୱାଗତ କରିଥିବାବେଳେ ଅନ୍ୟ କେତେକ ଏହାକୁ ନେଇ ପ୍ରଶ୍ନ ଉଠାଇଛନ୍ତି। ମାନବାଧିକାର ଆୟୋଗ ମଧ୍ୟ ଏ ସମ୍ପର୍କରେ ରିପୋର୍ଟ ମାଗିଛି। ରାଜ୍ୟ ସରକାର ଏହି ମାମଲାରେ ନିରପେକ୍ଷ ତଦନ୍ତ ପାଇଁ ନିର୍ଦ୍ଦେଶ ଦେଇଛନ୍ତି ବୋଲି ସୂଚନା ମିଳିଛି। ଘଟଣାସ୍ଥଳରେ ସୁରକ୍ଷା ବ୍ୟବସ୍ଥା କଡ଼ାକଡ଼ି କରାଯାଇଛି। ଦୋଷୀଙ୍କୁ ଦୃଷ୍ଟାନ୍ତମୂଳକ ଦଣ୍ଡ ଦେବା ପାଇଁ ଦାବି ହେଉଛି। ଏହି ଘଟଣା ପରେ ମହିଳା ସୁରକ୍ଷା ପ୍ରସଙ୍ଗ ପୁଣି ଆଲୋଚନାର କେନ୍ଦ୍ରବିନ୍ଦୁ ପାଲଟିଛି। bbox=[10, 1132, 362, 1375]
